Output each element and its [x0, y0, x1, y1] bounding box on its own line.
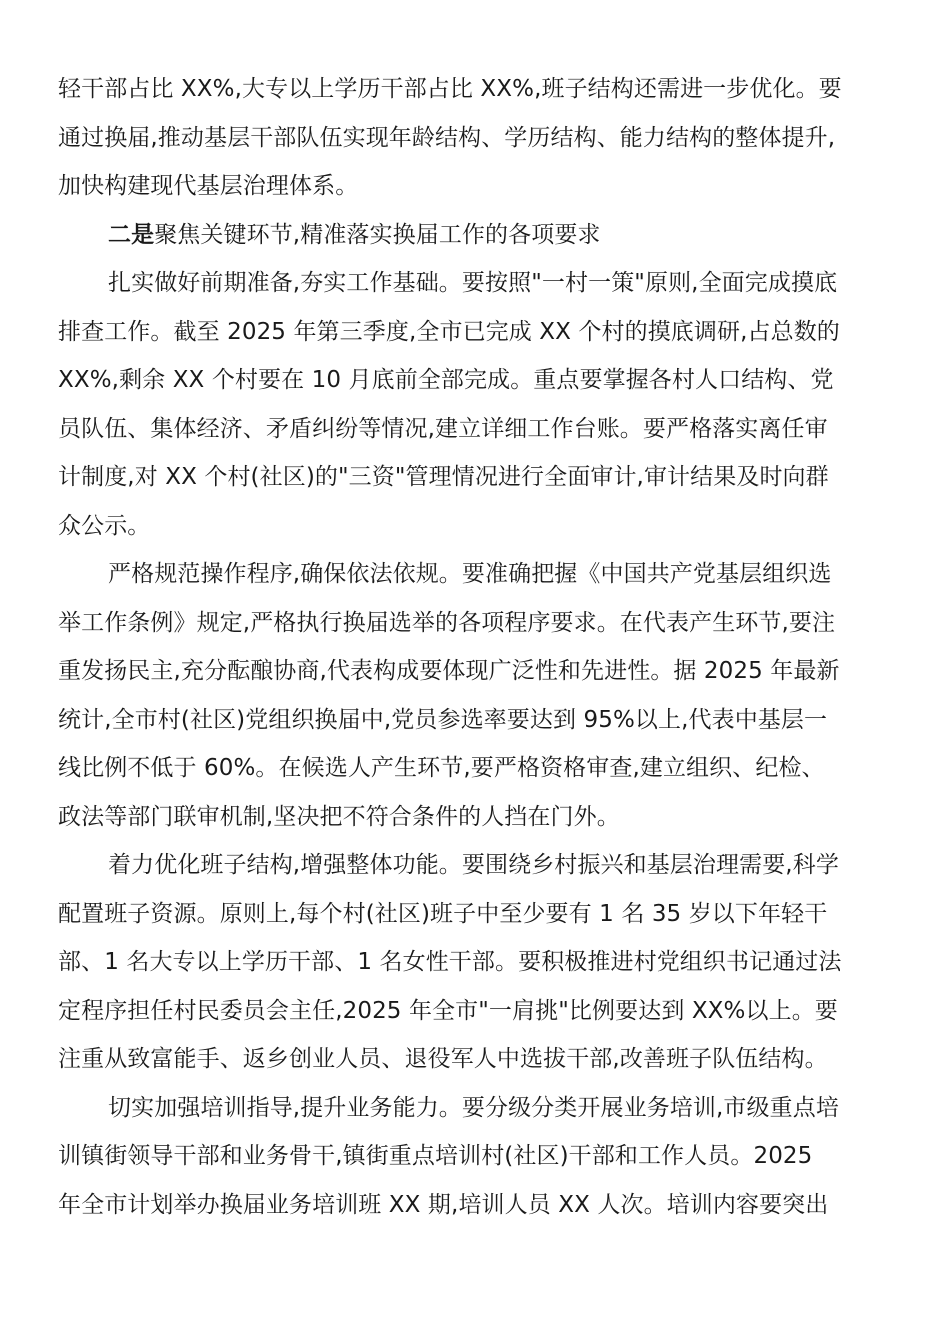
text-line-20: [58, 987, 894, 1036]
text-line-13: [58, 647, 894, 696]
text-line-14: [58, 696, 894, 745]
text-line-12: [58, 599, 894, 648]
line-text: 轻干部占比 XX%,大专以上学历干部占比 XX%,班子结构还需进一步优化。要: [58, 76, 842, 102]
line-text: 加快构建现代基层治理体系。: [58, 173, 359, 199]
line-text: 年全市计划举办换届业务培训班 XX 期,培训人员 XX 人次。培训内容要突出: [58, 1191, 829, 1218]
text-line-6: [58, 308, 894, 357]
line-text: 定程序担任村民委员会主任,2025 年全市"一肩挑"比例要达到 XX%以上。要: [58, 997, 838, 1024]
text-line-7: [58, 356, 894, 405]
line-text: 政法等部门联审机制,坚决把不符合条件的人挡在门外。: [58, 803, 620, 830]
line-text: 切实加强培训指导,提升业务能力。要分级分类开展业务培训,市级重点培: [108, 1094, 839, 1121]
text-line-16: [58, 793, 894, 842]
line-text: 计制度,对 XX 个村(社区)的"三资"管理情况进行全面审计,审计结果及时向群: [58, 464, 829, 490]
line-text: 部、1 名大专以上学历干部、1 名女性干部。要积极推进村党组织书记通过法: [58, 949, 842, 975]
text-line-1: [58, 65, 894, 114]
paragraph-start: [58, 841, 894, 890]
text-line-2: [58, 114, 894, 163]
paragraph-start: [58, 1084, 894, 1133]
line-text: 注重从致富能手、返乡创业人员、退役军人中选拔干部,改善班子队伍结构。: [58, 1046, 828, 1072]
paragraph-start: [58, 550, 894, 599]
line-text: 着力优化班子结构,增强整体功能。要围绕乡村振兴和基层治理需要,科学: [108, 852, 839, 878]
line-text: 扎实做好前期准备,夯实工作基础。要按照"一村一策"原则,全面完成摸底: [108, 270, 838, 296]
document-page: [58, 65, 894, 1229]
line-text: 重发扬民主,充分酝酿协商,代表构成要体现广泛性和先进性。据 2025 年最新: [58, 658, 840, 684]
section-heading: [58, 211, 894, 260]
paragraph-start: [58, 259, 894, 308]
text-line-10: [58, 502, 894, 551]
text-line-15: [58, 744, 894, 793]
line-text: XX%,剩余 XX 个村要在 10 月底前全部完成。重点要掌握各村人口结构、党: [58, 367, 834, 393]
line-text: 配置班子资源。原则上,每个村(社区)班子中至少要有 1 名 35 岁以下年轻干: [58, 900, 828, 927]
line-text: 员队伍、集体经济、矛盾纠纷等情况,建立详细工作台账。要严格落实离任审: [58, 415, 828, 442]
text-line-8: [58, 405, 894, 454]
line-text: 统计,全市村(社区)党组织换届中,党员参选率要达到 95%以上,代表中基层一: [58, 706, 828, 733]
text-line-3: [58, 162, 894, 211]
text-line-24: [58, 1181, 894, 1230]
text-line-19: [58, 938, 894, 987]
line-text: 通过换届,推动基层干部队伍实现年龄结构、学历结构、能力结构的整体提升,: [58, 124, 836, 151]
line-text: 严格规范操作程序,确保依法依规。要准确把握《中国共产党基层组织选: [108, 561, 832, 587]
line-text: 举工作条例》规定,严格执行换届选举的各项程序要求。在代表产生环节,要注: [58, 609, 836, 636]
text-line-9: [58, 453, 894, 502]
text-line-21: [58, 1035, 894, 1084]
line-text: 排查工作。截至 2025 年第三季度,全市已完成 XX 个村的摸底调研,占总数的: [58, 318, 840, 345]
line-text: 众公示。: [58, 512, 151, 539]
text-line-23: [58, 1132, 894, 1181]
line-text: 线比例不低于 60%。在候选人产生环节,要严格资格审查,建立组织、纪检、: [58, 755, 825, 781]
section-heading-lead: 二是: [108, 221, 155, 248]
section-heading-text: 聚焦关键环节,精准落实换届工作的各项要求: [154, 221, 601, 248]
line-text: 训镇街领导干部和业务骨干,镇街重点培训村(社区)干部和工作人员。2025: [58, 1143, 813, 1169]
text-line-18: [58, 890, 894, 939]
